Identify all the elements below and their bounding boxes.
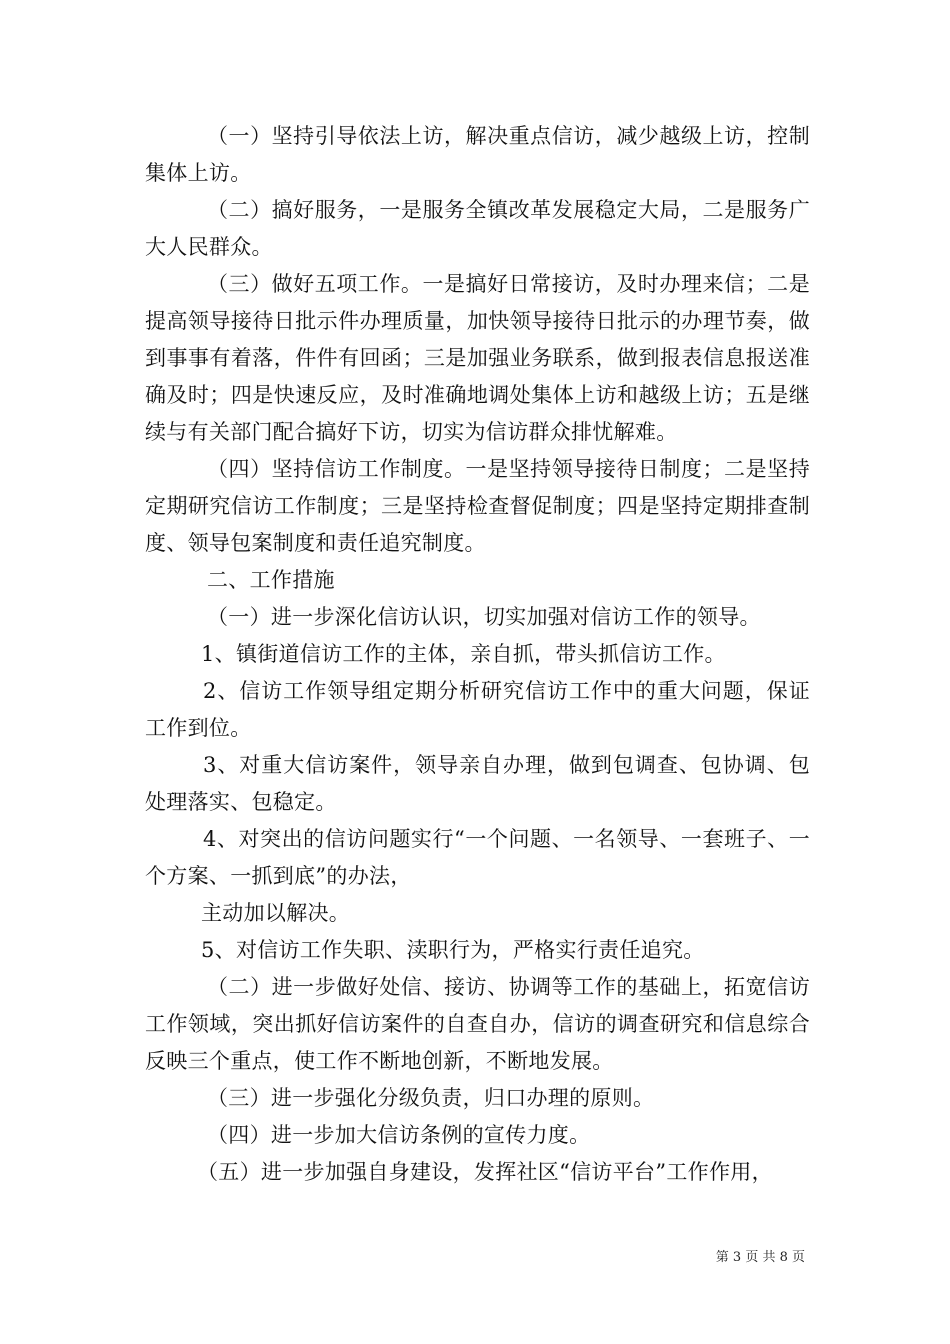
paragraph-section-2-2: （二）进一步做好处信、接访、协调等工作的基础上，拓宽信访工作领域，突出抓好信访案件的自查自办，信访的调查研究和信息综合反映三个重点，使工作不断地创新，不断地发展。 [145,975,810,1073]
list-item-4-continued: 主动加以解决。 [201,901,351,925]
list-item-2: 2、信访工作领导组定期分析研究信访工作中的重大问题，保证工作到位。 [145,679,810,740]
paragraph-section-1-1: （一）坚持引导依法上访，解决重点信访，减少越级上访，控制集体上访。 [145,124,810,185]
paragraph-section-2-5: （五）进一步加强自身建设，发挥社区“信访平台”工作作用， [197,1160,773,1184]
paragraph-section-1-4: （四）坚持信访工作制度。一是坚持领导接待日制度；二是坚持定期研究信访工作制度；三是坚持检查督促制度；四是坚持定期排查制度、领导包案制度和责任追究制度。 [145,457,810,555]
paragraph-section-2-3: （三）进一步强化分级负责，归口办理的原则。 [207,1086,655,1110]
page-number-footer: 第 3 页 共 8 页 [715,1250,805,1265]
paragraph-section-2-4: （四）进一步加大信访条例的宣传力度。 [207,1123,591,1147]
list-item-1: 1、镇街道信访工作的主体，亲自抓，带头抓信访工作。 [201,642,726,666]
document-body [145,118,810,1191]
paragraph-section-1-2: （二）搞好服务，一是服务全镇改革发展稳定大局，二是服务广大人民群众。 [145,198,810,259]
paragraph-section-1-3: （三）做好五项工作。一是搞好日常接访，及时办理来信；二是提高领导接待日批示件办理质量，加快领导接待日批示的办理节奏，做到事事有着落，件件有回函；三是加强业务联系，做到报表信息报送准确及时；四是快速反应，及时准确地调处集体上访和越级上访；五是继续与有关部门配合搞好下访，切实为信访群众排忧解难。 [145,272,810,444]
list-item-4: 4、对突出的信访问题实行“一个问题、一名领导、一套班子、一个方案、一抓到底”的办法， [145,827,810,888]
paragraph-section-2-1: （一）进一步深化信访认识，切实加强对信访工作的领导。 [207,605,761,629]
list-item-5: 5、对信访工作失职、渎职行为，严格实行责任追究。 [201,938,705,962]
list-item-3: 3、对重大信访案件，领导亲自办理，做到包调查、包协调、包处理落实、包稳定。 [145,753,810,814]
section-heading-work-measures: 二、工作措施 [207,568,335,592]
